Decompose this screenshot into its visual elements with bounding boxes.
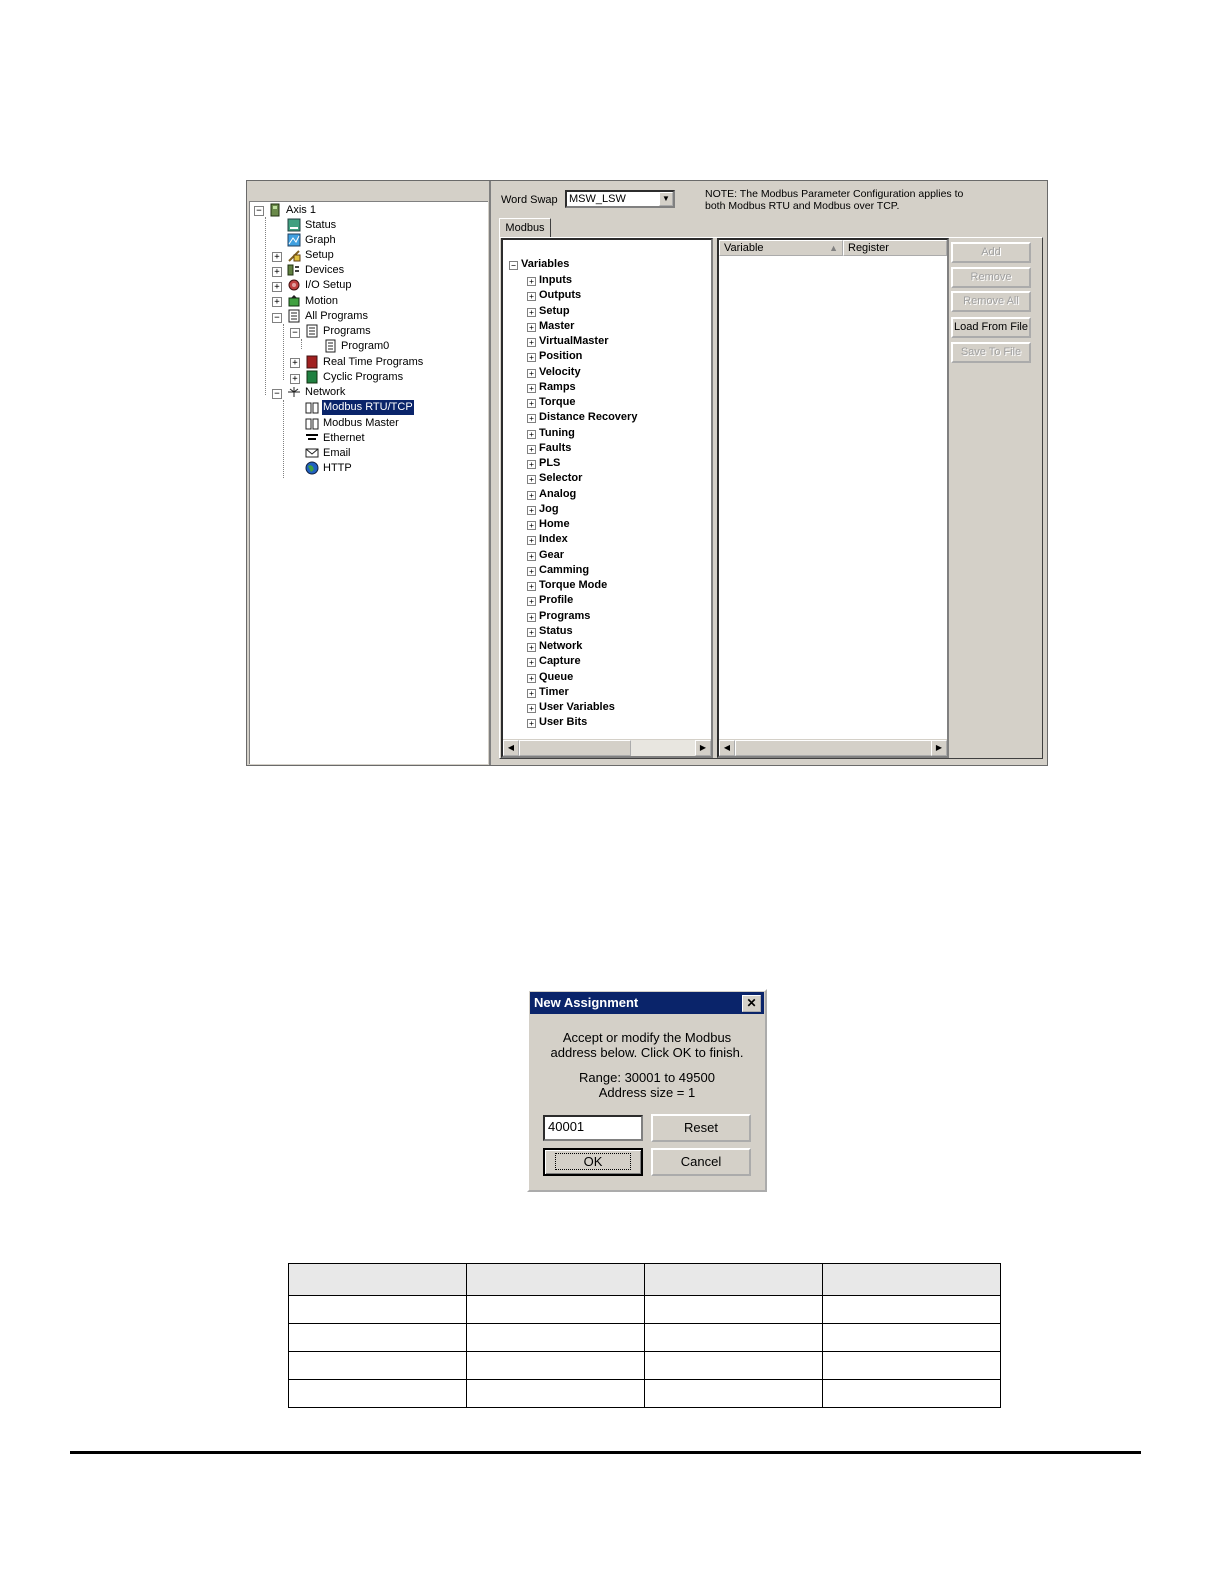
table-cell: [645, 1296, 823, 1324]
table-cell: [823, 1380, 1001, 1408]
expand-plus-icon[interactable]: +: [527, 521, 536, 530]
cancel-button[interactable]: Cancel: [651, 1148, 751, 1176]
word-swap-select[interactable]: [565, 190, 675, 208]
table-cell: [823, 1324, 1001, 1352]
motion-icon: [287, 294, 301, 308]
table-cell: [467, 1296, 645, 1324]
expand-plus-icon[interactable]: +: [527, 628, 536, 637]
tree-item-program0[interactable]: Program0: [323, 339, 390, 354]
expand-plus-icon[interactable]: +: [527, 658, 536, 667]
expand-plus-icon[interactable]: +: [527, 430, 536, 439]
modbus-config-window: [246, 180, 1048, 766]
expand-plus-icon[interactable]: +: [527, 567, 536, 576]
table-cell: [289, 1324, 467, 1352]
expand-plus-icon[interactable]: +: [527, 719, 536, 728]
expand-plus-icon[interactable]: +: [527, 674, 536, 683]
tree-item-devices[interactable]: Devices: [287, 263, 345, 278]
variable-group-item[interactable]: Jog: [539, 502, 559, 515]
variable-group-item[interactable]: Torque: [539, 396, 576, 408]
table-header-cell: [289, 1264, 467, 1296]
expand-plus-icon[interactable]: +: [527, 308, 536, 317]
table-cell: [467, 1324, 645, 1352]
variable-group-item[interactable]: Gear: [539, 548, 565, 561]
table-cell: [289, 1380, 467, 1408]
variable-group-item[interactable]: Index: [539, 533, 568, 546]
expand-plus-icon[interactable]: +: [527, 323, 536, 332]
tree-item-motion[interactable]: Motion: [287, 294, 339, 309]
variable-group-item[interactable]: User Variables: [539, 701, 615, 713]
variable-group-item[interactable]: VirtualMaster: [539, 335, 609, 347]
expand-plus-icon[interactable]: +: [527, 414, 536, 423]
expand-plus-icon[interactable]: +: [527, 460, 536, 469]
expand-plus-icon[interactable]: +: [527, 399, 536, 408]
dialog-title: New Assignment: [534, 995, 639, 1010]
ethernet-ip-icon: [305, 431, 319, 445]
table-cell: [467, 1380, 645, 1408]
table-header-row: [289, 1264, 1001, 1296]
expand-plus-icon[interactable]: +: [527, 552, 536, 561]
table-cell: [289, 1352, 467, 1380]
variable-group-item[interactable]: Velocity: [539, 365, 581, 378]
expand-plus-icon[interactable]: +: [527, 353, 536, 362]
table-cell: [289, 1296, 467, 1324]
cyclic-programs-icon: [305, 370, 319, 384]
dialog-range: Range: 30001 to 49500: [579, 1070, 715, 1085]
assignment-grid: [717, 238, 949, 758]
modbus-icon: [305, 400, 319, 414]
variable-group-item[interactable]: Master: [539, 319, 575, 332]
table-cell: [823, 1296, 1001, 1324]
variable-group-item[interactable]: Setup: [539, 304, 570, 317]
variable-group-item[interactable]: Torque Mode: [539, 579, 608, 591]
variables-root[interactable]: Variables: [521, 258, 570, 270]
axis-drive-icon: [268, 203, 282, 217]
expand-plus-icon[interactable]: +: [527, 292, 536, 301]
dialog-message-line-2: address below. Click OK to finish.: [550, 1045, 744, 1060]
project-tree-pane: [247, 181, 491, 765]
variable-group-item[interactable]: Position: [539, 350, 583, 363]
variable-group-item[interactable]: Inputs: [539, 274, 572, 286]
close-icon[interactable]: ✕: [742, 995, 761, 1012]
expand-plus-icon[interactable]: +: [527, 536, 536, 545]
tree-item-graph[interactable]: Graph: [287, 233, 337, 248]
variable-group-item[interactable]: Profile: [539, 594, 574, 607]
ok-label: OK: [555, 1153, 632, 1170]
network-icon: [287, 385, 301, 399]
tree-item-realtime-programs[interactable]: Real Time Programs: [305, 355, 424, 370]
tree-item-cyclic-programs[interactable]: Cyclic Programs: [305, 370, 404, 385]
variable-group-item[interactable]: Programs: [539, 609, 591, 622]
variable-group-item[interactable]: Network: [539, 640, 583, 652]
expand-plus-icon[interactable]: +: [527, 704, 536, 713]
expand-plus-icon[interactable]: +: [527, 597, 536, 606]
add-button[interactable]: Add: [951, 242, 1031, 263]
expand-plus-icon[interactable]: +: [527, 338, 536, 347]
word-swap-value: MSW_LSW: [569, 193, 626, 205]
column-variable-label: Variable: [724, 242, 764, 254]
load-from-file-button[interactable]: Load From File: [951, 317, 1031, 338]
grid-hscrollbar[interactable]: [719, 739, 947, 756]
dialog-address-size: Address size = 1: [598, 1085, 696, 1100]
programs-icon: [287, 309, 301, 323]
table-cell: [645, 1380, 823, 1408]
chevron-down-icon[interactable]: ▼: [659, 192, 673, 206]
graph-icon: [287, 233, 301, 247]
table-row: [289, 1380, 1001, 1408]
column-register[interactable]: Register: [843, 240, 947, 256]
note-line-2: both Modbus RTU and Modbus over TCP.: [705, 200, 900, 212]
setup-icon: [287, 248, 301, 262]
expand-plus-icon[interactable]: +: [527, 384, 536, 393]
variable-group-item[interactable]: Queue: [539, 670, 574, 683]
config-note: [705, 188, 975, 212]
dialog-title-bar: [530, 992, 764, 1014]
column-variable[interactable]: [719, 240, 843, 256]
scroll-left-icon[interactable]: ◀: [503, 740, 519, 756]
address-input[interactable]: 40001: [543, 1115, 643, 1141]
remove-all-button[interactable]: Remove All: [951, 291, 1031, 312]
sort-arrow-icon: ▲: [829, 243, 838, 253]
realtime-programs-icon: [305, 355, 319, 369]
modbus-master-icon: [305, 416, 319, 430]
io-setup-icon: [287, 278, 301, 292]
remove-button[interactable]: Remove: [951, 267, 1031, 288]
devices-icon: [287, 263, 301, 277]
table-cell: [645, 1324, 823, 1352]
expand-plus-icon[interactable]: +: [527, 475, 536, 484]
tree-item-programs[interactable]: Programs: [305, 324, 372, 339]
variable-group-item[interactable]: Status: [539, 624, 573, 637]
variable-group-item[interactable]: Ramps: [539, 380, 576, 393]
tree-item-status[interactable]: Status: [287, 218, 337, 233]
programs-icon: [305, 324, 319, 338]
tree-item-http[interactable]: HTTP: [305, 461, 353, 476]
scroll-right-icon[interactable]: ▶: [931, 740, 947, 756]
note-line-1: NOTE: The Modbus Parameter Configuration applies to: [705, 188, 964, 200]
program-icon: [323, 339, 337, 353]
variable-group-item[interactable]: PLS: [539, 457, 561, 469]
table-header-cell: [823, 1264, 1001, 1296]
table-row: [289, 1352, 1001, 1380]
tab-modbus[interactable]: Modbus: [499, 218, 551, 239]
scroll-left-icon[interactable]: ◀: [719, 740, 735, 756]
dialog-message-line-1: Accept or modify the Modbus: [562, 1030, 732, 1045]
variable-group-item[interactable]: Timer: [539, 685, 569, 698]
table-row: [289, 1296, 1001, 1324]
expand-plus-icon[interactable]: +: [527, 277, 536, 286]
variable-group-item[interactable]: Analog: [539, 487, 577, 500]
table-cell: [645, 1352, 823, 1380]
modbus-config-pane: [493, 181, 1047, 765]
scroll-thumb[interactable]: [735, 740, 939, 756]
tree-item-setup[interactable]: Setup: [287, 248, 335, 263]
variable-group-item[interactable]: Outputs: [539, 289, 582, 302]
tree-item-axis1[interactable]: Axis 1: [268, 203, 317, 218]
expand-plus-icon[interactable]: +: [527, 582, 536, 591]
tree-item-io-setup[interactable]: I/O Setup: [287, 278, 352, 293]
expand-plus-icon[interactable]: +: [527, 445, 536, 454]
variable-group-item[interactable]: Faults: [539, 441, 572, 454]
new-assignment-dialog: [527, 989, 767, 1192]
expand-plus-icon[interactable]: +: [527, 506, 536, 515]
status-icon: [287, 218, 301, 232]
email-icon: [305, 446, 319, 460]
expand-plus-icon[interactable]: +: [527, 689, 536, 698]
expand-plus-icon[interactable]: +: [527, 643, 536, 652]
http-globe-icon: [305, 461, 319, 475]
tree-item-ethernet[interactable]: Ethernet: [305, 431, 366, 446]
expand-plus-icon[interactable]: +: [527, 369, 536, 378]
tree-item-modbus-rtu-tcp[interactable]: Modbus RTU/TCP: [305, 400, 414, 415]
tree-item-email[interactable]: Email: [305, 446, 352, 461]
variable-group-item[interactable]: Home: [539, 518, 570, 530]
variable-group-item[interactable]: Selector: [539, 472, 583, 485]
expand-plus-icon[interactable]: +: [527, 491, 536, 500]
scroll-thumb[interactable]: [519, 740, 631, 756]
table-header-cell: [467, 1264, 645, 1296]
tree-item-all-programs[interactable]: All Programs: [287, 309, 369, 324]
expand-plus-icon[interactable]: +: [527, 613, 536, 622]
variable-group-item[interactable]: Camming: [539, 563, 590, 576]
tree-item-modbus-master[interactable]: Modbus Master: [305, 416, 400, 431]
reset-button[interactable]: Reset: [651, 1114, 751, 1142]
table-row: [289, 1324, 1001, 1352]
variable-group-item[interactable]: Capture: [539, 655, 581, 668]
save-to-file-button[interactable]: Save To File: [951, 342, 1031, 363]
scroll-right-icon[interactable]: ▶: [695, 740, 711, 756]
tree-item-network[interactable]: Network: [287, 385, 346, 400]
variable-group-item[interactable]: Tuning: [539, 426, 575, 439]
variable-group-item[interactable]: Distance Recovery: [539, 411, 638, 424]
project-tree: − Axis 1 Status Graph + Setup + Devices + I/O Setup + Motion − All Programs − Programs Program0 + Real Time Programs + Cyclic Programs − Network Modbus RTU/TCP Modbus Master Ethernet Email HTTP: [249, 201, 488, 764]
footer-rule: [70, 1451, 1141, 1454]
table-cell: [467, 1352, 645, 1380]
variables-tree: − Variables + Inputs + Outputs + Setup + Master + VirtualMaster + Position + Velocity + Ramps + Torque + Distance Recovery + Tuning + Faults + PLS + Selector + Analog + Jog + Home + Index + Gear + Camming + Torque Mode + Profile + Programs + Status + Network + Capture + Queue + Timer + User Variables + User Bits ◀ ▶: [501, 238, 713, 758]
table-header-cell: [645, 1264, 823, 1296]
empty-table: [288, 1263, 1001, 1408]
word-swap-label: Word Swap: [501, 194, 558, 206]
table-cell: [823, 1352, 1001, 1380]
variable-group-item[interactable]: User Bits: [539, 716, 588, 729]
ok-button[interactable]: [543, 1148, 643, 1176]
variables-hscrollbar[interactable]: [503, 739, 711, 756]
